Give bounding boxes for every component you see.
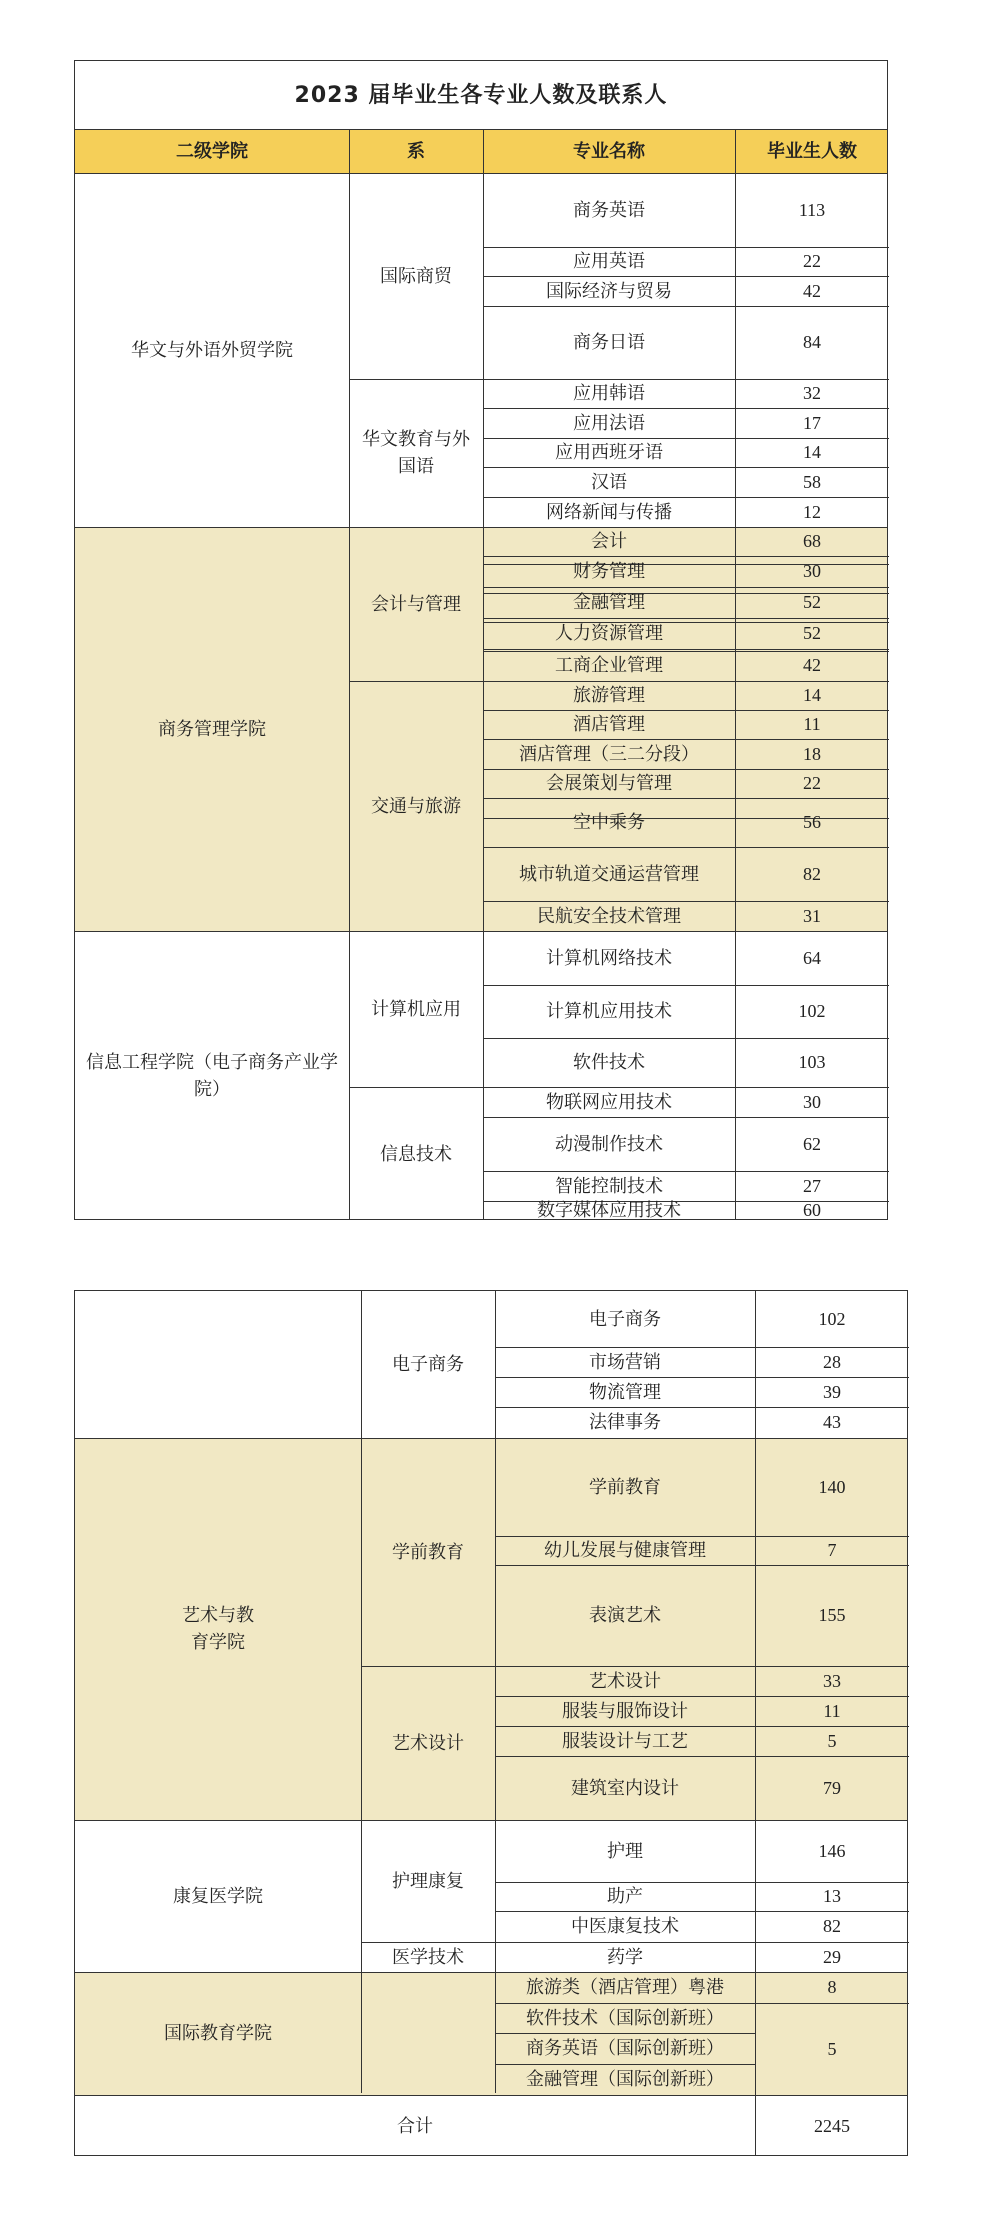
count-cell: 5 — [827, 1730, 837, 1751]
major-cell: 金融管理 — [573, 592, 645, 613]
major-cell: 人力资源管理 — [555, 623, 663, 644]
major-cell: 药学 — [607, 1946, 643, 1968]
major-cell: 网络新闻与传播 — [546, 501, 672, 523]
major-cell: 商务英语（国际创新班） — [526, 2038, 724, 2059]
count-cell: 146 — [818, 1840, 846, 1861]
major-cell: 应用西班牙语 — [555, 442, 663, 463]
college-shangwu: 商务管理学院 — [158, 718, 266, 740]
major-cell: 计算机网络技术 — [546, 947, 672, 969]
major-cell: 物流管理 — [589, 1381, 661, 1403]
major-cell: 会计 — [591, 531, 627, 552]
major-cell: 财务管理 — [573, 561, 645, 582]
major-cell: 建筑室内设计 — [571, 1777, 679, 1799]
major-cell: 数字媒体应用技术 — [537, 1199, 681, 1221]
count-cell: 56 — [803, 812, 821, 832]
major-cell: 艺术设计 — [589, 1670, 661, 1692]
major-cell: 空中乘务 — [573, 812, 645, 833]
major-cell: 电子商务 — [589, 1308, 661, 1330]
count-cell: 42 — [803, 654, 821, 675]
count-cell: 18 — [803, 743, 821, 764]
count-cell: 22 — [803, 773, 821, 793]
dept-yishusheji: 艺术设计 — [392, 1732, 464, 1754]
count-cell: 33 — [823, 1670, 841, 1691]
count-cell: 82 — [803, 863, 821, 884]
college-guoji: 国际教育学院 — [164, 2023, 272, 2044]
major-cell: 会展策划与管理 — [546, 773, 672, 794]
dept-jisuanji: 计算机应用 — [371, 998, 461, 1020]
count-cell: 113 — [798, 199, 826, 220]
dept-guojishangmao: 国际商贸 — [380, 265, 452, 287]
major-cell: 城市轨道交通运营管理 — [519, 863, 699, 885]
dept-huli: 护理康复 — [392, 1870, 464, 1892]
major-cell: 护理 — [607, 1840, 643, 1862]
count-cell: 27 — [803, 1175, 821, 1196]
count-cell: 102 — [798, 1001, 826, 1021]
college-kangfu: 康复医学院 — [173, 1885, 263, 1907]
dept-huawenjiaoyu: 华文教育与外国语 — [362, 429, 470, 477]
count-cell: 103 — [798, 1052, 826, 1072]
major-cell: 服装与服饰设计 — [562, 1700, 688, 1722]
count-cell: 39 — [823, 1381, 841, 1402]
count-cell: 68 — [803, 531, 821, 551]
header-major: 专业名称 — [573, 140, 645, 162]
count-cell: 140 — [818, 1476, 846, 1497]
major-cell: 商务英语 — [573, 199, 645, 221]
dept-yixue: 医学技术 — [392, 1946, 464, 1968]
count-cell: 102 — [818, 1308, 846, 1329]
count-cell: 28 — [823, 1351, 841, 1372]
count-cell: 155 — [818, 1605, 846, 1625]
count-cell: 11 — [803, 714, 821, 734]
total-label: 合计 — [397, 2115, 433, 2137]
major-cell: 工商企业管理 — [555, 654, 663, 676]
major-cell: 旅游类（酒店管理）粤港 — [526, 1977, 724, 1998]
count-cell: 79 — [823, 1777, 841, 1798]
major-cell: 软件技术 — [573, 1052, 645, 1073]
count-cell: 58 — [803, 471, 821, 492]
major-cell: 国际经济与贸易 — [546, 280, 672, 302]
count-cell: 52 — [803, 592, 821, 612]
count-cell: 82 — [823, 1916, 841, 1936]
header-count: 毕业生人数 — [767, 140, 857, 162]
count-cell: 29 — [823, 1946, 841, 1967]
count-cell-guoji-merged: 5 — [827, 2038, 837, 2059]
count-cell: 62 — [803, 1133, 821, 1154]
dept-jiaotong: 交通与旅游 — [371, 795, 461, 817]
count-cell: 14 — [803, 685, 821, 705]
major-cell: 动漫制作技术 — [555, 1133, 663, 1155]
major-cell: 酒店管理（三二分段） — [519, 743, 699, 765]
count-cell: 14 — [803, 442, 821, 462]
major-cell: 应用韩语 — [573, 383, 645, 404]
count-cell: 52 — [803, 623, 821, 643]
major-cell: 软件技术（国际创新班） — [526, 2007, 724, 2029]
major-cell: 商务日语 — [573, 332, 645, 353]
major-cell: 幼儿发展与健康管理 — [544, 1540, 706, 1561]
major-cell: 应用法语 — [573, 412, 645, 434]
graduate-table-part2 — [74, 1290, 908, 2156]
major-cell: 计算机应用技术 — [546, 1001, 672, 1022]
count-cell: 30 — [803, 1091, 821, 1112]
count-cell: 43 — [823, 1412, 841, 1432]
count-cell: 17 — [803, 412, 821, 433]
dept-dianzishangwu: 电子商务 — [392, 1354, 464, 1375]
major-cell: 法律事务 — [589, 1412, 661, 1433]
major-cell: 服装设计与工艺 — [562, 1730, 688, 1752]
major-cell: 酒店管理 — [573, 714, 645, 735]
count-cell: 60 — [803, 1199, 821, 1220]
count-cell: 7 — [827, 1540, 837, 1560]
header-college: 二级学院 — [176, 140, 248, 162]
major-cell: 助产 — [607, 1886, 643, 1907]
count-cell-guoji-first: 8 — [827, 1977, 837, 1997]
count-cell: 84 — [803, 332, 821, 352]
count-cell: 31 — [803, 905, 821, 926]
major-cell: 金融管理（国际创新班） — [526, 2069, 724, 2090]
total-value: 2245 — [814, 2115, 850, 2136]
count-cell: 22 — [803, 251, 821, 271]
college-yishu: 艺术与教育学院 — [182, 1605, 254, 1653]
dept-xinxijishu: 信息技术 — [380, 1143, 452, 1165]
count-cell: 32 — [803, 383, 821, 403]
college-huawen: 华文与外语外贸学院 — [131, 339, 293, 361]
table-title: 2023 届毕业生各专业人数及联系人 — [294, 82, 668, 108]
major-cell: 表演艺术 — [589, 1605, 661, 1626]
major-cell: 市场营销 — [589, 1351, 661, 1373]
dept-kuaiji: 会计与管理 — [371, 593, 461, 615]
major-cell: 学前教育 — [589, 1476, 661, 1498]
count-cell: 64 — [803, 947, 821, 968]
college-xinxi: 信息工程学院（电子商务产业学院） — [86, 1052, 338, 1100]
header-dept: 系 — [407, 140, 425, 162]
major-cell: 汉语 — [591, 471, 627, 493]
major-cell: 中医康复技术 — [571, 1916, 679, 1937]
major-cell: 民航安全技术管理 — [537, 905, 681, 927]
major-cell: 物联网应用技术 — [546, 1091, 672, 1113]
count-cell: 11 — [823, 1700, 841, 1721]
major-cell: 应用英语 — [573, 251, 645, 272]
major-cell: 旅游管理 — [573, 685, 645, 706]
major-cell: 智能控制技术 — [555, 1175, 663, 1197]
graduate-table-part1 — [74, 60, 888, 1220]
count-cell: 12 — [803, 501, 821, 522]
dept-xueqian: 学前教育 — [392, 1541, 464, 1563]
count-cell: 13 — [823, 1886, 841, 1906]
count-cell: 42 — [803, 280, 821, 301]
count-cell: 30 — [803, 561, 821, 581]
